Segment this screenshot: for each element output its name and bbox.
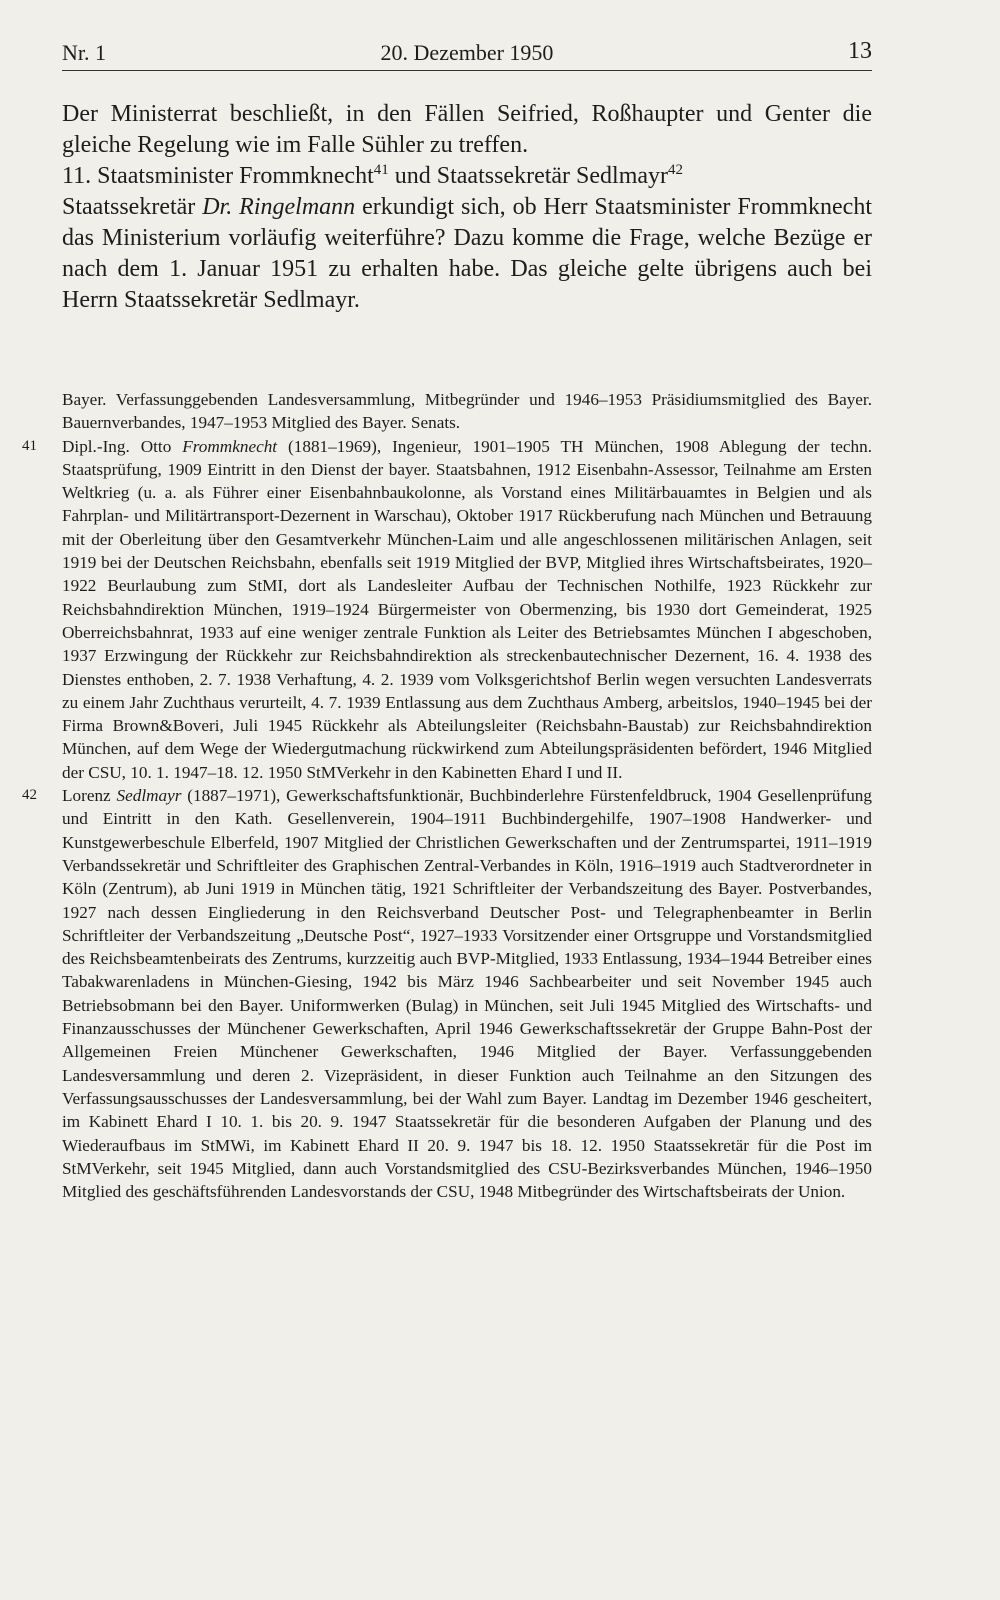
text-run: Dipl.-Ing. Otto [62,436,183,456]
footnote-42 [22,784,872,1203]
footnotes [22,388,872,1203]
text-run: (1881–1969), Ingenieur, 1901–1905 TH München, 1908 Ablegung der techn. Staatsprüfung, 1909 Eintritt in den Dienst der bayer. Staatsbahnen, 1912 Eisenbahn-Assessor, Teilnahme am Ersten Weltkrieg (u. a. als Führer einer Eisenbahnbaukolonne, als Vorstand eines Militärbauamtes in Belgien und als Fahrplan- und Militärtransport-Dezernent in Warschau), Oktober 1917 Rückberufung nach München und Betrauung mit der Oberleitung über den Gesamtverkehr München-Laim und alle angeschlossenen militärischen Anlagen, seit 1919 bei der Deutschen Reichsbahn, ebenfalls seit 1919 Mitglied der BVP, Mitglied ihres Wirtschaftsbeirates, 1920–1922 Beurlaubung zum StMI, dort als Landesleiter Aufbau der Technischen Nothilfe, 1923 Rückkehr zur Reichsbahndirektion München, 1919–1924 Bürgermeister von Obermenzing, bis 1930 dort Gemeinderat, 1925 Oberreichsbahnrat, 1933 auf eine weniger zentrale Funktion als Leiter des Betriebsamtes München I abgeschoben, 1937 Erzwingung der Rückkehr zur Reichsbahndirektion als streckenbautechnischer Dezernent, 16. 4. 1938 des Dienstes enthoben, 2. 7. 1938 Verhaftung, 4. 2. 1939 vom Volksgerichtshof Berlin wegen versuchten Landesverrats zu einem Jahr Zuchthaus verurteilt, 4. 7. 1939 Entlassung aus dem Zuchthaus Amberg, arbeitslos, 1940–1945 bei der Firma Brown&Boveri, Juli 1945 Rückkehr als Abteilungsleiter (Reichsbahn-Baustab) zur Reichsbahndirektion München, auf dem Wege der Wiedergutmachung rückwirkend zum Abteilungspräsidenten befördert, 1946 Mitglied der CSU, 10. 1. 1947–18. 12. 1950 StMVerkehr in den Kabinetten Ehard I und II. [62,436,872,782]
meeting-date: 20. Dezember 1950 [380,40,554,65]
page-number: 13 [848,38,872,64]
running-head [62,30,872,71]
speaker-name: Dr. Ringelmann [202,194,356,220]
paragraph [62,192,872,316]
footnote-41 [22,435,872,784]
agenda-item-heading [62,161,872,192]
person-name: Sedlmayr [116,786,182,806]
footnote-ref[interactable]: 41 [373,162,389,178]
footnote-number: 42 [22,787,37,804]
text-run: Staatssekretär [62,194,203,220]
person-name: Frommknecht [182,436,278,456]
footnote-continued: Bayer. Verfassunggebenden Landesversammlung, Mitbegründer und 1946–1953 Präsidiumsmitglied des Bayer. Bauernverbandes, 1947–1953 Mitglied des Bayer. Senats. [62,390,872,433]
text-run: (1887–1971), Gewerkschaftsfunktionär, Buchbinderlehre Fürstenfeldbruck, 1904 Gesellenprüfung und Eintritt in den Kath. Gesellenverein, 1904–1911 Buchbindergehilfe, 1907–1908 Handwerker- und Kunstgewerbeschule Elberfeld, 1907 Mitglied der Christlichen Gewerkschaften und der Zentrumspartei, 1911–1919 Verbandssekretär und Schriftleiter des Graphischen Zentral-Verbandes in Köln, 1916–1919 auch Stadtverordneter in Köln (Zentrum), ab Juni 1919 in München tätig, 1921 Schriftleiter der Verbandszeitung des Bayer. Postverbandes, 1927 nach dessen Eingliederung in den Reichsverband Deutscher Post- und Telegraphenbeamter in Berlin Schriftleiter der Verbandszeitung „Deutsche Post“, 1927–1933 Vorsitzender einer Ortsgruppe und Vorstandsmitglied des Reichsbeamtenbeirats des Zentrums, kurzzeitig auch BVP-Mitglied, 1933 Entlassung, 1934–1944 Betreiber eines Tabakwarenladens in München-Giesing, 1942 bis März 1946 Sachbearbeiter und seit November 1945 auch Betriebsobmann bei den Bayer. Uniformwerken (Bulag) in München, seit Juli 1945 Mitglied des Wirtschafts- und Finanzausschusses der Münchener Gewerkschaften, April 1946 Gewerkschaftssekretär der Gruppe Bahn-Post der Allgemeinen Freien Münchener Gewerkschaften, 1946 Mitglied der Bayer. Verfassunggebenden Landesversammlung und deren 2. Vizepräsident, in dieser Funktion auch Teilnahme an den Sitzungen des Verfassungsausschusses der Landesversammlung, bei der Wahl zum Bayer. Landtag im Dezember 1946 gescheitert, im Kabinett Ehard I 10. 1. bis 20. 9. 1947 Staatssekretär für die besonderen Aufgaben der Planung und des Wiederaufbaus im StMWi, im Kabinett Ehard II 20. 9. 1947 bis 18. 12. 1950 Staatssekretär für die Post im StMVerkehr, seit 1945 Mitglied, dann auch Vorstandsmitglied des CSU-Bezirksverbandes München, 1946–1950 Mitglied des geschäftsführenden Landesvorstands der CSU, 1948 Mitbegründer des Wirtschaftsbeirats der Union. [62,786,872,1202]
text-run: Lorenz [62,786,117,806]
page [22,30,872,1203]
footnote-number: 41 [22,437,37,454]
heading-text: 11. Staatsminister Frommknecht [62,163,374,189]
footnote-ref[interactable]: 42 [668,162,684,178]
issue-number: Nr. 1 [62,40,106,65]
heading-text: und Staatssekretär Sedlmayr [388,163,669,189]
main-text [62,99,872,316]
paragraph: Der Ministerrat beschließt, in den Fällen Seifried, Roßhaupter und Genter die gleiche Regelung wie im Falle Sühler zu treffen. [62,101,872,158]
text-run: erkundigt sich, ob Herr Staatsminister Frommknecht das Ministerium vorläufig weiterführe? Dazu komme die Frage, welche Bezüge er nach dem 1. Januar 1951 zu erhalten habe. Das gleiche gelte übrigens auch bei Herrn Staatssekretär Sedlmayr. [62,194,872,313]
